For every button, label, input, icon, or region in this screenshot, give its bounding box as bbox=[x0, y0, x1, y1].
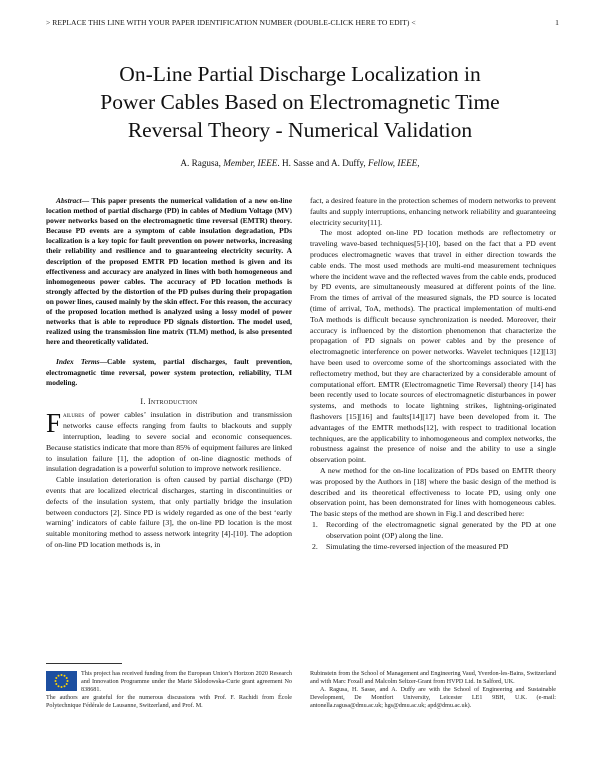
running-head bbox=[46, 18, 559, 27]
method-steps-list bbox=[310, 520, 556, 552]
index-terms-label: Index Terms bbox=[56, 357, 100, 367]
title-line-3: Reversal Theory - Numerical Validation bbox=[127, 118, 473, 142]
funding-text: This project has received funding from the European Union’s Horizon 2020 Research and Innovation Programme under the Marie Sklodowska-Curie grant agreement No 838681. bbox=[81, 671, 292, 694]
acknowledgement-continued: Rubinstein from the School of Management and Engineering Vaud, Yverdon-les-Bains, Switzerland and with Marc Foxall and Malcolm Seltzer-Grant from HVPD Ltd. In Salford, UK. bbox=[310, 671, 556, 686]
step-number: 2. bbox=[312, 541, 318, 551]
running-head-text: > REPLACE THIS LINE WITH YOUR PAPER IDENTIFICATION NUMBER (DOUBLE-CLICK HERE TO EDIT) < bbox=[46, 18, 416, 27]
author-line bbox=[40, 158, 560, 168]
left-column bbox=[46, 196, 292, 551]
intro-paragraph-2: Cable insulation deterioration is often caused by partial discharge (PD) events that are localized electrical discharges, starting in discontinuities or defects of the insulation system, that only partially bridge the insulation between conductors [2]. Since PD is widely regarded as one of the best ‘early warning’ indicators of cable failure [3], the on-line PD location is the most suitable monitoring method to assess network integrity [4]-[10]. The adoption of on-line PD location methods is, in bbox=[46, 475, 292, 550]
author-1: A. Ragusa, bbox=[180, 158, 224, 168]
intro-paragraph-1 bbox=[46, 410, 292, 475]
title-line-2: Power Cables Based on Electromagnetic Time bbox=[100, 90, 500, 114]
eu-flag-icon bbox=[46, 671, 77, 691]
step-number: 1. bbox=[312, 519, 318, 529]
intro-paragraph-3: The most adopted on-line PD location methods are reflectometry or traveling wave-based techniques[5]-[10], based on the fact that a PD event produces electromagnetic waves that travel in either direction towards the cable ends. The most used methods are multi-end measurement techniques where the incident wave and the reflected waves from the cable ends, produced by PD events, are simultaneously measured at different points of the line. From the times of arrival of the measured signals, the PD source is located (time of arrival, ToA, methods). The practical implementation of multi-end ToA methods is difficult because synchronization is needed. Moreover, their accuracy is influenced by the distortion phenomenon that characterize the propagation of PD signals on power cables and by the presence of electromagnetic interference on power networks. Wavelet techniques [12][13] have been used to overcome some of the shortcomings associated with the reflectometry method, but they are characterized by a considerable amount of computational effort. EMTR (Electromagnetic Time Reversal) theory [14] has been recently used to locate sources of electromagnetic disturbances in power systems, and methods to locate lightning strikes, lightning-originated flashovers [15][16] and faults[14][17] have been developed from it. The advantages of the EMTR methods[12], with respect to traditional location techniques, are the applicability to inhomogeneous and complex networks, the robustness against the presence of noise and the ability to use a single observation point. bbox=[310, 228, 556, 465]
eu-stars bbox=[55, 674, 69, 688]
step-text: Simulating the time-reversed injection of the measured PD bbox=[326, 541, 509, 551]
abstract bbox=[46, 196, 292, 347]
footnote-rule bbox=[46, 663, 122, 664]
author-fellowship: Fellow, IEEE bbox=[367, 158, 418, 168]
paper-title bbox=[40, 60, 560, 144]
page-number: 1 bbox=[555, 18, 559, 27]
affiliation-footnote: A. Ragusa, H. Sasse, and A. Duffy are with the School of Engineering and Sustainable Development, De Montfort University, Leicester LE1 9BH, U.K. (e-mail: antonella.ragusa@dmu.ac.uk; hgs@dmu.ac.uk; apd@dmu.ac.uk). bbox=[310, 687, 556, 710]
right-column bbox=[310, 196, 556, 552]
abstract-label: Abstract bbox=[56, 196, 82, 205]
author-1-membership: Member, IEEE bbox=[223, 158, 278, 168]
intro-paragraph-2-continued: fact, a desired feature in the protection schemes of modern networks to prevent faults and supply interruptions, enhancing network reliability and guaranteeing electricity security[11]. bbox=[310, 196, 556, 227]
title-line-1: On-Line Partial Discharge Localization in bbox=[119, 62, 481, 86]
index-terms-text: —Cable system, partial discharges, fault prevention, electromagnetic time reversal, power system protection, reliability, TLM modeling. bbox=[46, 357, 292, 387]
author-2-3: . H. Sasse and A. Duffy, bbox=[277, 158, 368, 168]
method-step bbox=[310, 520, 556, 542]
abstract-text: — This paper presents the numerical validation of a new on-line location method of partial discharge (PD) in cables of Medium Voltage (MV) power networks based on the electromagnetic time reversal (EMTR) theory. Because PD events are a symptom of cable insulation degradation, PDs localization is a key topic for fault prevention on power networks, increasing their reliability and resilience and to guaranteeing electricity security. A description of the proposed EMTR PD location method is given and its effectiveness and accuracy are analyzed in lines with both homogeneous and inhomogeneous power cables. The accuracy of PD location methods is strongly affected by the distortion of the PD pulses during their propagation on power lines, caused mainly by the skin effect. For this reason, the accuracy of the proposed location method is analyzed using a lossy model of power networks that is able to reproduce PD signals distortion. The model used, realized using the transmission line matrix (TLM) method, is also presented here and theoretically validated. bbox=[46, 196, 292, 347]
step-text: Recording of the electromagnetic signal generated by the PD at one observation point (OP) along the line. bbox=[326, 519, 556, 540]
section-heading-introduction: I. Introduction bbox=[140, 396, 198, 406]
author-line-end: , bbox=[417, 158, 420, 168]
intro-paragraph-4: A new method for the on-line localization of PDs based on EMTR theory was proposed by the Authors in [18] where the basic design of the method is described and its theoretical effectiveness to locate PD, using only one observation point, has been demonstrated for lines with homogeneous cables. The basic steps of the method are shown in Fig.1 and described here: bbox=[310, 465, 556, 519]
intro-paragraph-1-text: of power cables’ insulation in distribution and transmission networks cause effects ranging from faults to blackouts and supply interruption, leading to severe social and economic consequences. Because statistics indicate that more than 85% of equipment failures are linked to insulation failure [1], the adoption of on-line diagnostic methods of insulation degradation is a powerful solution to improve network resilience. bbox=[46, 410, 292, 474]
index-terms bbox=[46, 357, 292, 387]
footnote-left bbox=[46, 670, 292, 710]
acknowledgement-text: The authors are grateful for the numerous discussions with Prof. F. Rachidi from École Polytechnique Fédérale de Lausanne, Switzerland, and Prof. M. bbox=[46, 695, 292, 710]
funding-footnote bbox=[46, 670, 292, 694]
intro-smallcaps-word: ailures bbox=[63, 410, 85, 420]
drop-cap: F bbox=[46, 408, 62, 439]
method-step bbox=[310, 542, 556, 553]
footnote-right bbox=[310, 670, 556, 710]
